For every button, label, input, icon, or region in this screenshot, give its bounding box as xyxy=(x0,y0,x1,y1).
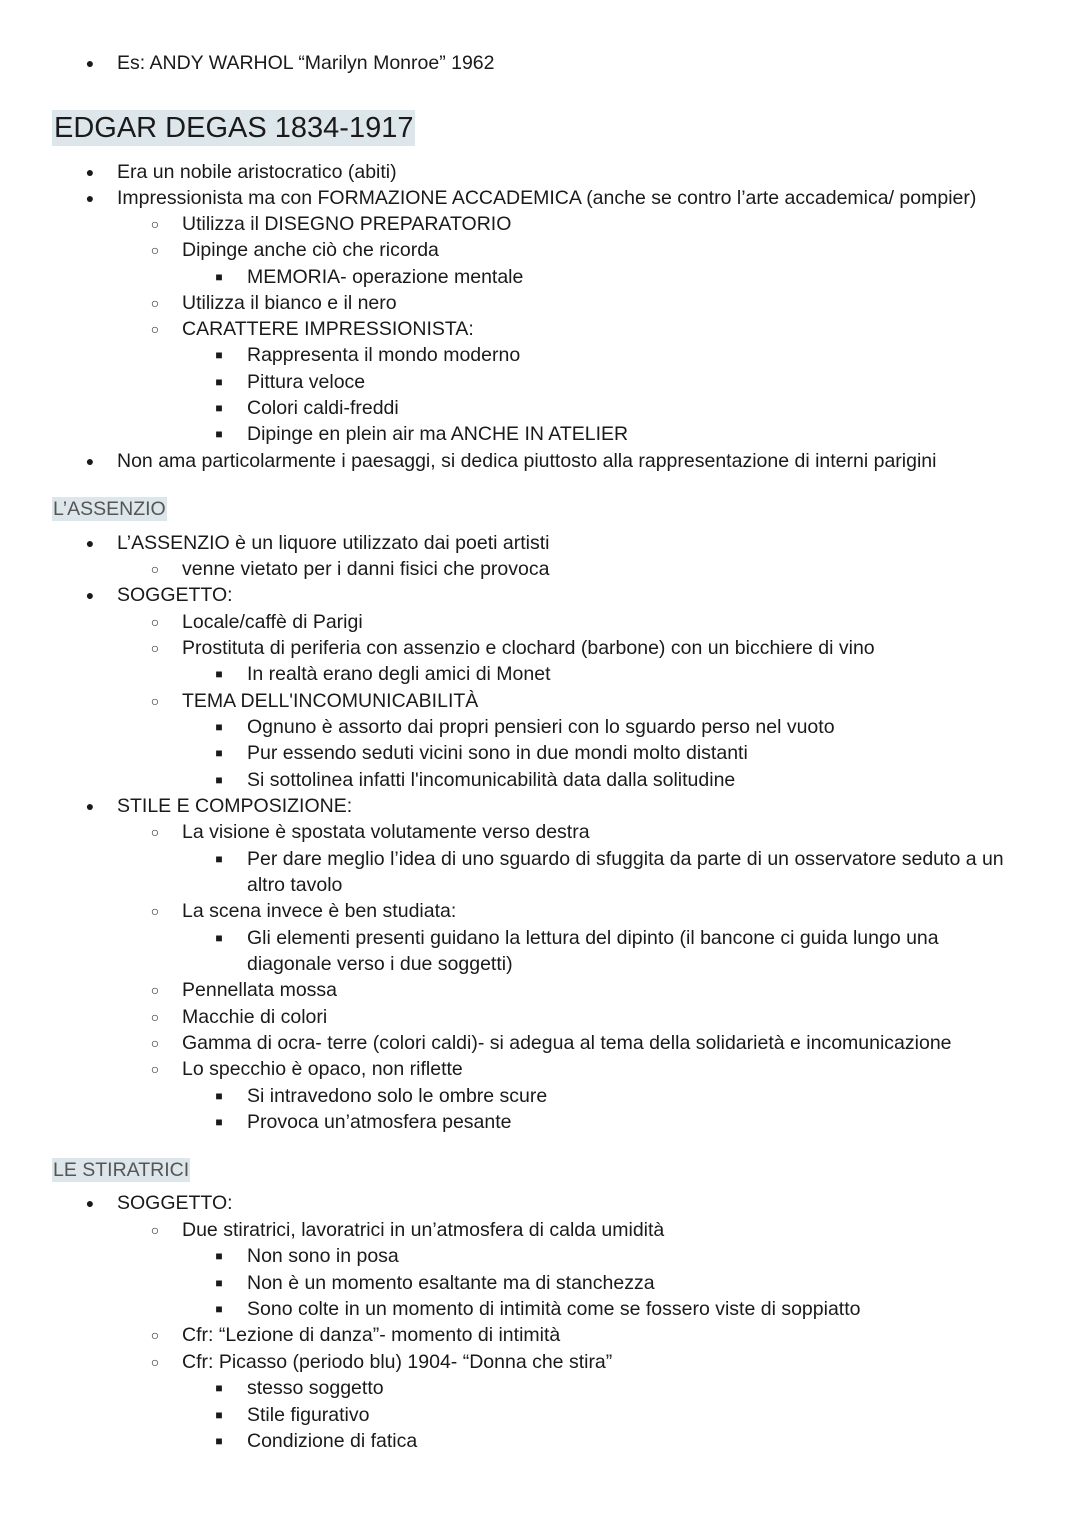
list-item xyxy=(0,185,1080,212)
list-item xyxy=(0,264,1080,291)
list-item-text: venne vietato per i danni fisici che provoca xyxy=(182,558,550,580)
list-item-text: Gamma di ocra- terre (colori caldi)- si adegua al tema della solidarietà e incomunicazione xyxy=(182,1032,952,1054)
list-item xyxy=(0,661,1080,688)
list-item-text: STILE E COMPOSIZIONE: xyxy=(117,795,353,817)
bullet-icon: ○ xyxy=(150,1009,160,1025)
list-item-text: La scena invece è ben studiata: xyxy=(182,900,457,922)
list-item-text: Macchie di colori xyxy=(182,1006,328,1028)
list-item xyxy=(0,793,1080,820)
list-item xyxy=(0,395,1080,422)
bullet-icon: ○ xyxy=(150,1035,160,1051)
list-item xyxy=(0,448,1080,475)
list-item xyxy=(0,635,1080,662)
list-item xyxy=(0,1243,1080,1270)
list-item-text: TEMA DELL'INCOMUNICABILITÀ xyxy=(182,690,479,712)
list-item xyxy=(0,1322,1080,1349)
bullet-icon: ● xyxy=(85,190,95,206)
list-item xyxy=(0,740,1080,767)
bullet-icon: ○ xyxy=(150,1222,160,1238)
list-item xyxy=(0,1083,1080,1110)
list-item-text: Non sono in posa xyxy=(247,1245,399,1267)
list-item-text: Cfr: “Lezione di danza”- momento di intimità xyxy=(182,1324,561,1346)
list-item-text: La visione è spostata volutamente verso destra xyxy=(182,821,590,843)
bullet-icon: ■ xyxy=(215,1381,223,1395)
bullet-icon: ● xyxy=(85,164,95,180)
list-item xyxy=(0,951,1080,978)
list-item xyxy=(0,1349,1080,1376)
list-item xyxy=(0,1402,1080,1429)
list-item xyxy=(0,872,1080,899)
list-item xyxy=(0,530,1080,557)
bullet-icon: ○ xyxy=(150,614,160,630)
list-item xyxy=(0,50,1080,77)
list-item-text: Dipinge en plein air ma ANCHE IN ATELIER xyxy=(247,423,629,445)
list-item-text: Pur essendo seduti vicini sono in due mondi molto distanti xyxy=(247,742,748,764)
list-item xyxy=(0,369,1080,396)
list-item-text: stesso soggetto xyxy=(247,1377,384,1399)
list-item-text: SOGGETTO: xyxy=(117,1192,233,1214)
list-item xyxy=(0,211,1080,238)
bullet-icon: ● xyxy=(85,453,95,469)
list-item-text: Cfr: Picasso (periodo blu) 1904- “Donna che stira” xyxy=(182,1351,613,1373)
list-item xyxy=(0,1190,1080,1217)
list-item-text: Pennellata mossa xyxy=(182,979,338,1001)
list-item-text: Impressionista ma con FORMAZIONE ACCADEMICA (anche se contro l’arte accademica/ pompier) xyxy=(117,187,977,209)
list-item xyxy=(0,1375,1080,1402)
bullet-icon: ○ xyxy=(150,824,160,840)
bullet-icon: ○ xyxy=(150,903,160,919)
list-item-text: Gli elementi presenti guidano la lettura del dipinto (il bancone ci guida lungo una xyxy=(247,927,939,949)
list-item xyxy=(0,688,1080,715)
bullet-icon: ○ xyxy=(150,693,160,709)
list-item-text: Si sottolinea infatti l'incomunicabilità data dalla solitudine xyxy=(247,769,736,791)
list-item-text: Pittura veloce xyxy=(247,371,366,393)
list-item-text: L’ASSENZIO è un liquore utilizzato dai poeti artisti xyxy=(117,532,550,554)
subsection-heading: L’ASSENZIO xyxy=(53,498,166,520)
list-item xyxy=(0,609,1080,636)
list-item xyxy=(0,846,1080,873)
list-item-text: SOGGETTO: xyxy=(117,584,233,606)
bullet-icon: ■ xyxy=(215,270,223,284)
bullet-icon: ○ xyxy=(150,1354,160,1370)
bullet-icon: ○ xyxy=(150,216,160,232)
bullet-icon: ■ xyxy=(215,1276,223,1290)
list-item-text: Si intravedono solo le ombre scure xyxy=(247,1085,548,1107)
list-item xyxy=(0,316,1080,343)
list-item xyxy=(0,1428,1080,1455)
list-item-text: Prostituta di periferia con assenzio e clochard (barbone) con un bicchiere di vino xyxy=(182,637,875,659)
bullet-icon: ■ xyxy=(215,1115,223,1129)
list-item-text: Utilizza il bianco e il nero xyxy=(182,292,397,314)
list-item-text: Dipinge anche ciò che ricorda xyxy=(182,239,439,261)
bullet-icon: ■ xyxy=(215,1249,223,1263)
list-item-text: diagonale verso i due soggetti) xyxy=(247,953,513,975)
list-item xyxy=(0,1004,1080,1031)
list-item xyxy=(0,342,1080,369)
bullet-icon: ● xyxy=(85,535,95,551)
list-item xyxy=(0,977,1080,1004)
list-item xyxy=(0,556,1080,583)
list-item-text: Locale/caffè di Parigi xyxy=(182,611,363,633)
bullet-icon: ■ xyxy=(215,1089,223,1103)
list-item xyxy=(0,1270,1080,1297)
bullet-icon: ○ xyxy=(150,561,160,577)
list-item-text: Per dare meglio l’idea di uno sguardo di sfuggita da parte di un osservatore seduto a un xyxy=(247,848,1004,870)
bullet-icon: ○ xyxy=(150,1327,160,1343)
list-item xyxy=(0,1296,1080,1323)
bullet-icon: ○ xyxy=(150,640,160,656)
list-item-text: Due stiratrici, lavoratrici in un’atmosfera di calda umidità xyxy=(182,1219,665,1241)
bullet-icon: ■ xyxy=(215,375,223,389)
bullet-icon: ■ xyxy=(215,348,223,362)
bullet-icon: ■ xyxy=(215,720,223,734)
list-item-text: Lo specchio è opaco, non riflette xyxy=(182,1058,463,1080)
list-item-text: In realtà erano degli amici di Monet xyxy=(247,663,551,685)
list-item-text: Non è un momento esaltante ma di stanchezza xyxy=(247,1272,655,1294)
list-item xyxy=(0,1217,1080,1244)
bullet-icon: ● xyxy=(85,798,95,814)
bullet-icon: ■ xyxy=(215,401,223,415)
bullet-icon: ○ xyxy=(150,982,160,998)
list-item xyxy=(0,898,1080,925)
list-item-text: Rappresenta il mondo moderno xyxy=(247,344,521,366)
list-item-text: Ognuno è assorto dai propri pensieri con lo sguardo perso nel vuoto xyxy=(247,716,835,738)
list-item xyxy=(0,1030,1080,1057)
list-item xyxy=(0,819,1080,846)
list-item xyxy=(0,1109,1080,1136)
list-item-text: Utilizza il DISEGNO PREPARATORIO xyxy=(182,213,512,235)
bullet-icon: ○ xyxy=(150,295,160,311)
bullet-icon: ■ xyxy=(215,667,223,681)
section-heading: EDGAR DEGAS 1834-1917 xyxy=(54,112,414,144)
subsection-heading: LE STIRATRICI xyxy=(53,1159,190,1181)
list-item-text: Colori caldi-freddi xyxy=(247,397,399,419)
bullet-icon: ■ xyxy=(215,1408,223,1422)
list-item xyxy=(0,925,1080,952)
bullet-icon: ■ xyxy=(215,773,223,787)
bullet-icon: ■ xyxy=(215,427,223,441)
list-item xyxy=(0,1056,1080,1083)
list-item-text: Stile figurativo xyxy=(247,1404,370,1426)
list-item-text: Provoca un’atmosfera pesante xyxy=(247,1111,512,1133)
bullet-icon: ■ xyxy=(215,852,223,866)
list-item-text: Non ama particolarmente i paesaggi, si dedica piuttosto alla rappresentazione di interni parigini xyxy=(117,450,937,472)
bullet-icon: ○ xyxy=(150,321,160,337)
list-item xyxy=(0,290,1080,317)
list-item xyxy=(0,159,1080,186)
bullet-icon: ● xyxy=(85,55,95,71)
list-item-text: Era un nobile aristocratico (abiti) xyxy=(117,161,397,183)
bullet-icon: ■ xyxy=(215,931,223,945)
list-item xyxy=(0,237,1080,264)
bullet-icon: ■ xyxy=(215,1434,223,1448)
list-item xyxy=(0,421,1080,448)
list-item-text: Sono colte in un momento di intimità come se fossero viste di soppiatto xyxy=(247,1298,861,1320)
list-item-text: MEMORIA- operazione mentale xyxy=(247,266,524,288)
list-item-text: Es: ANDY WARHOL “Marilyn Monroe” 1962 xyxy=(117,52,495,74)
list-item xyxy=(0,582,1080,609)
list-item xyxy=(0,767,1080,794)
list-item-text: CARATTERE IMPRESSIONISTA: xyxy=(182,318,474,340)
list-item-text: Condizione di fatica xyxy=(247,1430,418,1452)
list-item-text: altro tavolo xyxy=(247,874,343,896)
bullet-icon: ○ xyxy=(150,242,160,258)
list-item xyxy=(0,714,1080,741)
bullet-icon: ○ xyxy=(150,1061,160,1077)
bullet-icon: ● xyxy=(85,587,95,603)
bullet-icon: ■ xyxy=(215,746,223,760)
bullet-icon: ● xyxy=(85,1195,95,1211)
bullet-icon: ■ xyxy=(215,1302,223,1316)
